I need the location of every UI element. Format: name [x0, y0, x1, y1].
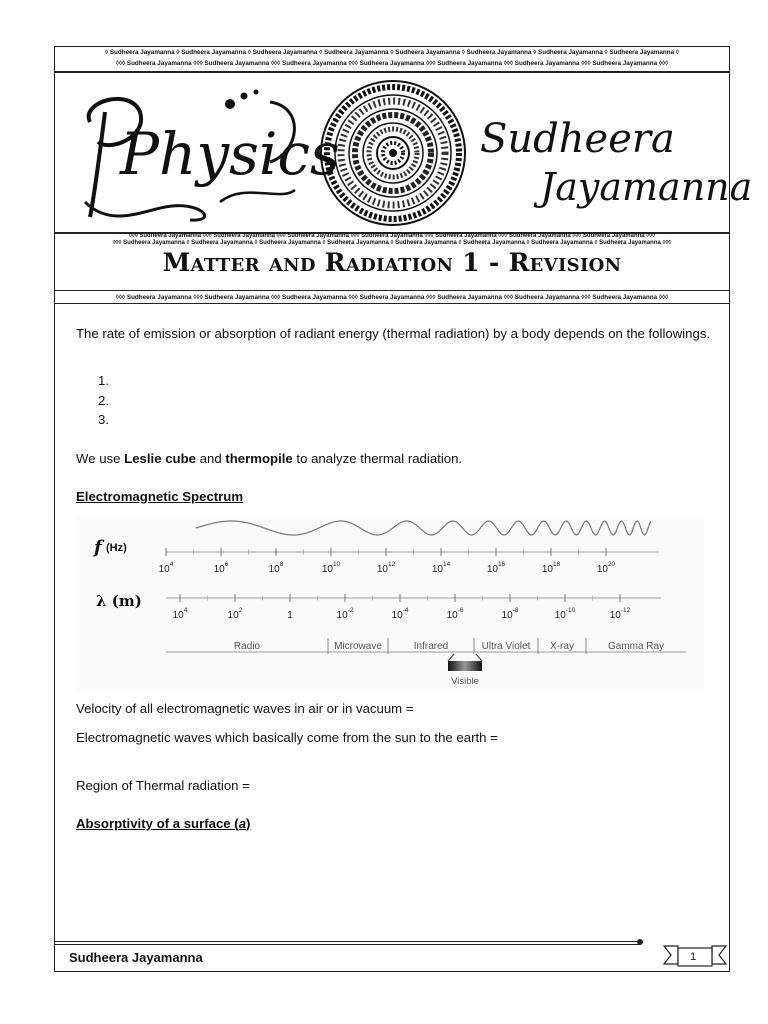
- region-label: Ultra Violet: [481, 641, 531, 652]
- wavelength-label: λ (m): [96, 592, 142, 610]
- wavelength-tick-label: $10^4$: [172, 607, 188, 621]
- region-label: X-ray: [550, 641, 574, 652]
- visible-band: [448, 654, 482, 687]
- em-spectrum-heading: Electromagnetic Spectrum: [76, 489, 244, 504]
- wavelength-tick-label: $10^{-8}$: [501, 607, 519, 621]
- frequency-tick-label: $10^{12}$: [376, 561, 396, 575]
- frequency-tick-label: $10^{10}$: [321, 561, 341, 575]
- footer-rule: [54, 941, 640, 945]
- frequency-tick-label: $10^8$: [268, 561, 284, 575]
- leslie-sentence: We use Leslie cube and thermopile to analyze thermal radiation.: [76, 451, 463, 466]
- page-title: Matter and Radiation 1 - Revision: [162, 248, 622, 277]
- list-item: 3.: [98, 412, 109, 427]
- header-name-band-mid: [54, 232, 730, 246]
- author-last-name: Jayamanna: [540, 165, 753, 209]
- visible-spectrum-bar: [448, 661, 482, 671]
- wavelength-tick-label: $10^{-2}$: [336, 607, 354, 621]
- sun-waves-line: Electromagnetic waves which basically come from the sun to the earth =: [76, 730, 498, 745]
- region-label: Radio: [233, 641, 261, 652]
- mid-band-line: ◊◊◊ Sudheera Jayamanna ◊ Sudheera Jayamanna ◊ Sudheera Jayamanna ◊ Sudheera Jayamanna ◊ Sudheera Jayamanna ◊ Sudheera Jayamanna ◊ Sudheera Jayamanna ◊ Sudheera Jayamanna ◊◊◊: [112, 240, 672, 246]
- footer-dot-icon: [637, 939, 643, 945]
- frequency-tick-label: $10^{18}$: [541, 561, 561, 575]
- frequency-tick-label: $10^{14}$: [431, 561, 451, 575]
- absorptivity-symbol: a: [238, 816, 247, 831]
- wavelength-tick-label: $10^2$: [227, 607, 243, 621]
- frequency-symbol: f: [94, 537, 102, 558]
- em-spectrum-diagram: [76, 516, 704, 692]
- title-name-band: ◊◊◊ Sudheera Jayamanna ◊◊◊ Sudheera Jayamanna ◊◊◊ Sudheera Jayamanna ◊◊◊ Sudheera Jayamanna ◊◊◊ Sudheera Jayamanna ◊◊◊ Sudheera Jayamanna ◊◊◊ Sudheera Jayamanna ◊◊◊: [54, 290, 730, 304]
- mid-band-line: ◊◊◊ Sudheera Jayamanna ◊◊◊ Sudheera Jayamanna ◊◊◊ Sudheera Jayamanna ◊◊◊ Sudheera Jayamanna ◊◊◊ Sudheera Jayamanna ◊◊◊ Sudheera Jayamanna ◊◊◊ Sudheera Jayamanna ◊◊◊: [128, 233, 656, 239]
- absorptivity-heading: Absorptivity of a surface (a): [76, 816, 251, 831]
- page-number: 1: [689, 951, 697, 963]
- frequency-tick-label: $10^4$: [158, 561, 174, 575]
- wavelength-tick-label: 1: [287, 610, 293, 621]
- frequency-tick-label: $10^{20}$: [596, 561, 616, 575]
- region-label: Gamma Ray: [607, 641, 665, 652]
- region-label: Microwave: [334, 641, 382, 652]
- header-band-line: ◊ Sudheera Jayamanna ◊ Sudheera Jayamanna ◊ Sudheera Jayamanna ◊ Sudheera Jayamanna ◊ Sudheera Jayamanna ◊ Sudheera Jayamanna ◊ Sudheera Jayamanna ◊ Sudheera Jayamanna ◊: [105, 49, 679, 56]
- list-item: 2.: [98, 392, 109, 408]
- factor-list: [98, 371, 109, 430]
- header-name-band: [54, 48, 730, 72]
- region-label: Infrared: [413, 641, 449, 652]
- frequency-tick-label: $10^6$: [213, 561, 229, 575]
- mandala-icon: [318, 78, 468, 228]
- leslie-cube-term: Leslie cube: [124, 451, 196, 466]
- author-signature-logo: [470, 100, 753, 220]
- visible-label: Visible: [451, 676, 479, 687]
- frequency-unit: (Hz): [106, 542, 127, 554]
- physics-logo-text: Physics: [120, 120, 340, 188]
- wavelength-tick-label: $10^{-6}$: [446, 607, 464, 621]
- wavelength-tick-label: $10^{-10}$: [554, 607, 576, 621]
- footer-author: Sudheera Jayamanna: [69, 950, 203, 965]
- list-item: 1.: [98, 373, 109, 388]
- velocity-line: Velocity of all electromagnetic waves in air or in vacuum =: [76, 701, 414, 716]
- wave-curve: [196, 521, 651, 535]
- intro-paragraph: The rate of emission or absorption of radiant energy (thermal radiation) by a body depends on the followings.: [76, 326, 711, 341]
- physics-logo: [70, 82, 340, 230]
- wavelength-tick-label: $10^{-4}$: [391, 607, 409, 621]
- author-first-name: Sudheera: [480, 116, 675, 162]
- thermal-region-line: Region of Thermal radiation =: [76, 778, 250, 793]
- wavelength-tick-label: $10^{-12}$: [609, 607, 631, 621]
- frequency-tick-label: $10^{16}$: [486, 561, 506, 575]
- thermopile-term: thermopile: [225, 451, 293, 466]
- header-band-line: ◊◊◊ Sudheera Jayamanna ◊◊◊ Sudheera Jayamanna ◊◊◊ Sudheera Jayamanna ◊◊◊ Sudheera Jayamanna ◊◊◊ Sudheera Jayamanna ◊◊◊ Sudheera Jayamanna ◊◊◊ Sudheera Jayamanna ◊◊◊: [115, 60, 669, 67]
